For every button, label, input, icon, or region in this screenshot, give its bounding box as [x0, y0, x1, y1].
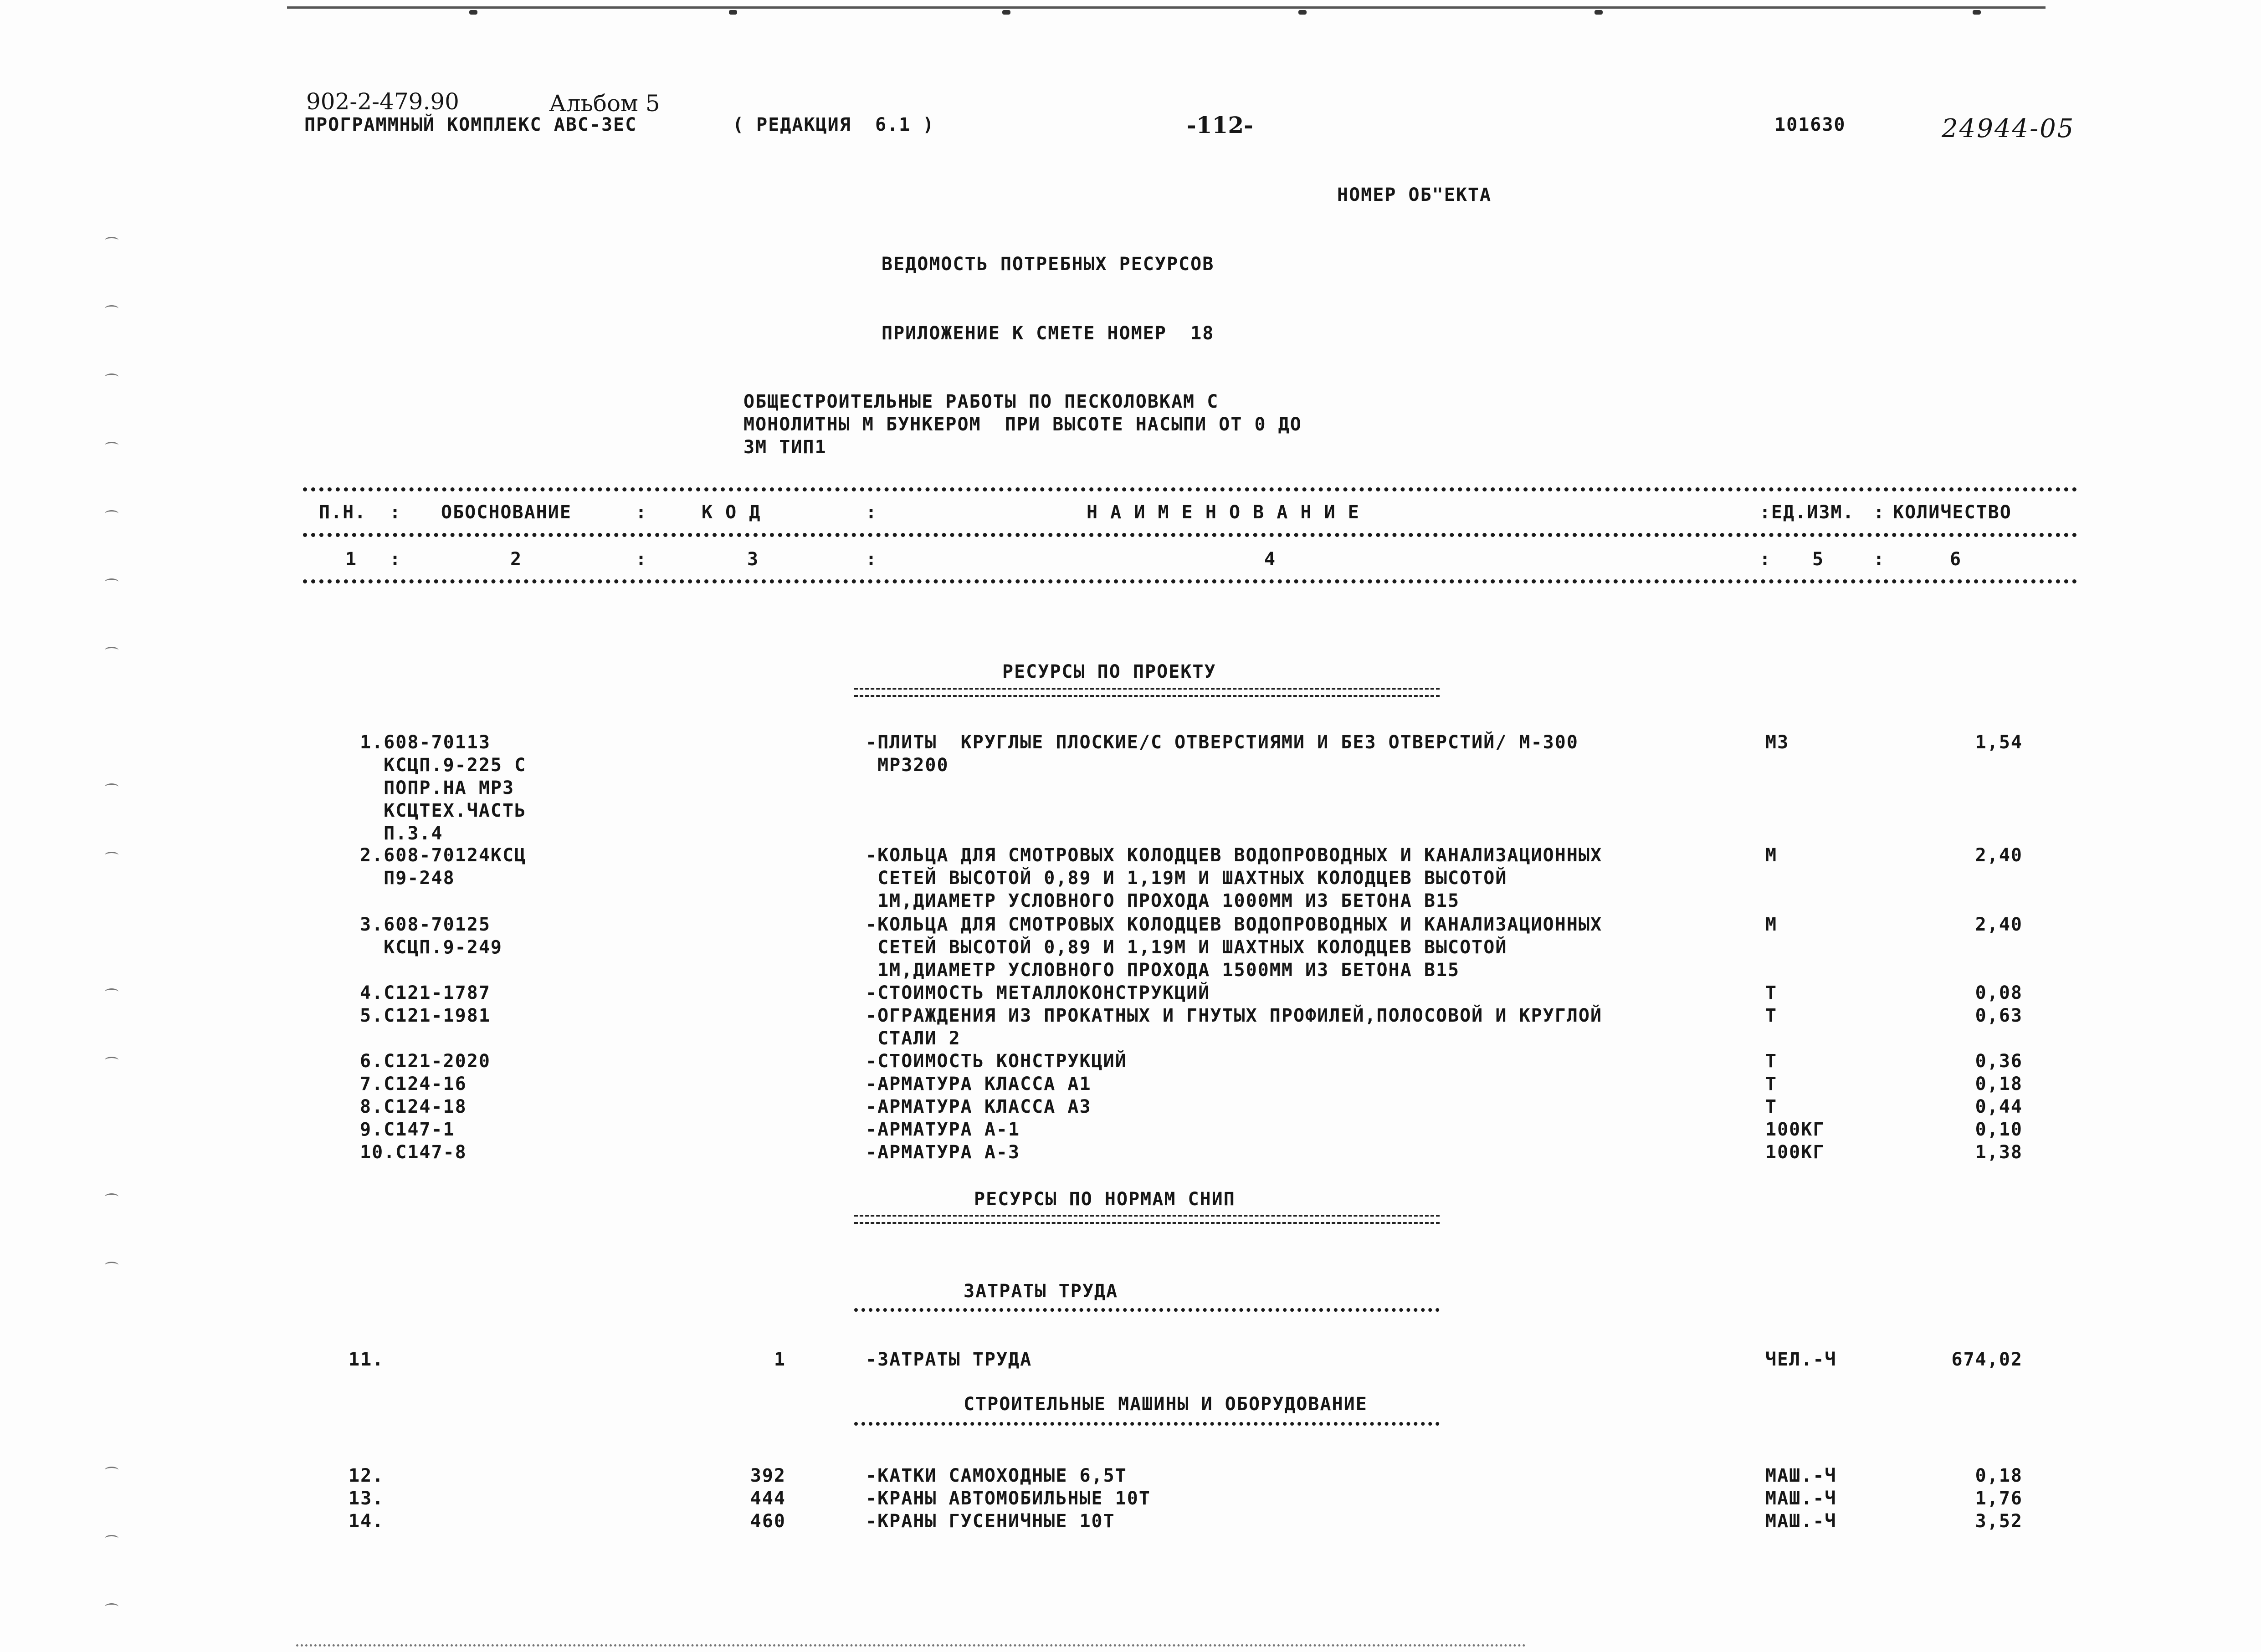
row-name: -АРМАТУРА КЛАССА А1 — [866, 1074, 1092, 1095]
col-separator: : — [636, 549, 648, 570]
object-number-label: НОМЕР ОБ"ЕКТА — [1337, 184, 1492, 205]
section-underline — [854, 1422, 1440, 1426]
row-qty: 0,18 — [1975, 1074, 2023, 1095]
row-name: -АРМАТУРА КЛАССА А3 — [866, 1096, 1092, 1117]
work-description-line: ОБЩЕСТРОИТЕЛЬНЫЕ РАБОТЫ ПО ПЕСКОЛОВКАМ С — [743, 391, 1219, 412]
row-code: 460 — [750, 1511, 786, 1532]
row-name: 1М,ДИАМЕТР УСЛОВНОГО ПРОХОДА 1500ММ ИЗ БЕТОНА В15 — [866, 960, 1460, 981]
row-name: СТАЛИ 2 — [866, 1028, 961, 1049]
binding-mark — [105, 988, 118, 995]
row-unit: Т — [1765, 1096, 1778, 1117]
row-unit: МАШ.-Ч — [1765, 1465, 1837, 1486]
row-qty: 2,40 — [1975, 914, 2023, 935]
row-name: -СТОИМОСТЬ МЕТАЛЛОКОНСТРУКЦИЙ — [866, 982, 1210, 1003]
row-name: -ПЛИТЫ КРУГЛЫЕ ПЛОСКИЕ/С ОТВЕРСТИЯМИ И БЕЗ ОТВЕРСТИЙ/ М-300 — [866, 732, 1579, 753]
doc-code: 101630 — [1774, 114, 1846, 135]
work-description-line: МОНОЛИТНЫ М БУНКЕРОМ ПРИ ВЫСОТЕ НАСЫПИ ОТ 0 ДО — [743, 414, 1302, 435]
col-number: 3 — [747, 549, 759, 570]
row-unit: Т — [1765, 1005, 1778, 1026]
work-description-line: 3М ТИП1 — [743, 437, 827, 458]
binding-mark — [105, 783, 118, 790]
col-header-unit: ЕД.ИЗМ. — [1771, 502, 1855, 523]
row-name: -КАТКИ САМОХОДНЫЕ 6,5Т — [866, 1465, 1127, 1486]
row-name: -КРАНЫ ГУСЕНИЧНЫЕ 10Т — [866, 1511, 1115, 1532]
binding-mark — [105, 852, 118, 859]
row-basis: 10.С147-8 — [360, 1142, 467, 1163]
binding-mark — [105, 1262, 118, 1268]
section-underline-double — [854, 1215, 1440, 1224]
row-qty: 674,02 — [1951, 1349, 2023, 1370]
row-pn: 12. — [349, 1465, 385, 1486]
top-tick — [1298, 10, 1307, 15]
row-name: -КРАНЫ АВТОМОБИЛЬНЫЕ 10Т — [866, 1488, 1151, 1509]
col-number: 6 — [1950, 549, 1962, 570]
row-basis: 2.608-70124КСЦ — [360, 845, 527, 866]
row-basis: 7.С124-16 — [360, 1074, 467, 1095]
row-unit: МАШ.-Ч — [1765, 1511, 1837, 1532]
row-unit: М — [1765, 914, 1778, 935]
col-separator: : — [866, 502, 878, 523]
table-header-rule — [303, 579, 2077, 583]
row-basis: П9-248 — [360, 868, 455, 889]
row-unit: Т — [1765, 1051, 1778, 1072]
binding-mark — [105, 1057, 118, 1064]
page-number: -112- — [1187, 112, 1253, 138]
row-unit: ЧЕЛ.-Ч — [1765, 1349, 1837, 1370]
estimate-reference: ПРИЛОЖЕНИЕ К СМЕТЕ НОМЕР 18 — [882, 323, 1215, 344]
row-basis: 6.С121-2020 — [360, 1051, 491, 1072]
top-tick — [729, 10, 737, 15]
row-unit: МАШ.-Ч — [1765, 1488, 1837, 1509]
row-basis: КСЦТЕХ.ЧАСТЬ — [360, 800, 527, 821]
row-qty: 1,54 — [1975, 732, 2023, 753]
row-name: МРЗ200 — [866, 755, 949, 776]
row-code: 1 — [774, 1349, 786, 1370]
col-number: 1 — [345, 549, 358, 570]
top-tick — [1002, 10, 1010, 15]
archive-number: 24944-05 — [1942, 114, 2075, 143]
top-tick — [1594, 10, 1603, 15]
binding-mark — [105, 1467, 118, 1473]
col-separator: : — [1759, 502, 1772, 523]
row-qty: 0,08 — [1975, 982, 2023, 1003]
col-separator: : — [390, 502, 402, 523]
table-header-rule — [303, 533, 2077, 537]
binding-mark — [105, 237, 118, 244]
album-label: Альбом 5 — [549, 90, 660, 117]
row-pn: 11. — [349, 1349, 385, 1370]
col-number: 4 — [1264, 549, 1277, 570]
col-header-code: К О Д — [702, 502, 761, 523]
row-basis: ПОПР.НА МРЗ — [360, 777, 515, 798]
col-separator: : — [1873, 549, 1886, 570]
row-basis: 8.С124-18 — [360, 1096, 467, 1117]
row-basis: КСЦП.9-249 — [360, 937, 502, 958]
section-title-machines: СТРОИТЕЛЬНЫЕ МАШИНЫ И ОБОРУДОВАНИЕ — [964, 1394, 1368, 1415]
program-name: ПРОГРАММНЫЙ КОМПЛЕКС АВС-3ЕС — [304, 114, 637, 135]
row-name: 1М,ДИАМЕТР УСЛОВНОГО ПРОХОДА 1000ММ ИЗ БЕТОНА В15 — [866, 890, 1460, 911]
binding-mark — [105, 1193, 118, 1200]
top-border-line — [287, 6, 2046, 9]
col-header-name: Н А И М Е Н О В А Н И Е — [1087, 502, 1360, 523]
row-unit: Т — [1765, 1074, 1778, 1095]
edition-label: ( РЕДАКЦИЯ 6.1 ) — [733, 114, 935, 135]
row-qty: 0,18 — [1975, 1465, 2023, 1486]
col-separator: : — [390, 549, 402, 570]
col-separator: : — [636, 502, 648, 523]
section-title-snip: РЕСУРСЫ ПО НОРМАМ СНИП — [974, 1189, 1236, 1210]
row-basis: КСЦП.9-225 С — [360, 755, 527, 776]
section-title-labor: ЗАТРАТЫ ТРУДА — [964, 1281, 1118, 1302]
row-qty: 2,40 — [1975, 845, 2023, 866]
col-separator: : — [1759, 549, 1772, 570]
row-unit: М — [1765, 845, 1778, 866]
row-unit: МЗ — [1765, 732, 1789, 753]
row-qty: 1,76 — [1975, 1488, 2023, 1509]
row-unit: 100КГ — [1765, 1142, 1825, 1163]
row-name: -ЗАТРАТЫ ТРУДА — [866, 1349, 1032, 1370]
row-qty: 3,52 — [1975, 1511, 2023, 1532]
binding-mark — [105, 305, 118, 312]
row-qty: 0,10 — [1975, 1119, 2023, 1140]
section-underline-double — [854, 688, 1440, 697]
row-code: 444 — [750, 1488, 786, 1509]
row-basis: 9.С147-1 — [360, 1119, 455, 1140]
binding-mark — [105, 373, 118, 380]
project-code: 902-2-479.90 — [306, 88, 459, 115]
row-name: -ОГРАЖДЕНИЯ ИЗ ПРОКАТНЫХ И ГНУТЫХ ПРОФИЛЕЙ,ПОЛОСОВОЙ И КРУГЛОЙ — [866, 1005, 1603, 1026]
row-basis: 1.608-70113 — [360, 732, 491, 753]
binding-mark — [105, 647, 118, 654]
section-underline — [854, 1308, 1440, 1312]
row-name: -КОЛЬЦА ДЛЯ СМОТРОВЫХ КОЛОДЦЕВ ВОДОПРОВОДНЫХ И КАНАЛИЗАЦИОННЫХ — [866, 845, 1603, 866]
col-separator: : — [866, 549, 878, 570]
row-unit: 100КГ — [1765, 1119, 1825, 1140]
row-name: -АРМАТУРА А-1 — [866, 1119, 1020, 1140]
row-unit: Т — [1765, 982, 1778, 1003]
row-basis: 4.С121-1787 — [360, 982, 491, 1003]
row-pn: 13. — [349, 1488, 385, 1509]
top-tick — [469, 10, 477, 15]
row-name: СЕТЕЙ ВЫСОТОЙ 0,89 И 1,19М И ШАХТНЫХ КОЛОДЦЕВ ВЫСОТОЙ — [866, 868, 1507, 889]
row-qty: 0,63 — [1975, 1005, 2023, 1026]
col-separator: : — [1873, 502, 1886, 523]
binding-mark — [105, 578, 118, 585]
binding-mark — [105, 1535, 118, 1542]
row-qty: 0,36 — [1975, 1051, 2023, 1072]
binding-mark — [105, 442, 118, 449]
row-name: -АРМАТУРА А-3 — [866, 1142, 1020, 1163]
binding-mark — [105, 510, 118, 517]
row-qty: 1,38 — [1975, 1142, 2023, 1163]
col-header-basis: ОБОСНОВАНИЕ — [441, 502, 572, 523]
col-number: 2 — [510, 549, 523, 570]
binding-mark — [105, 1603, 118, 1610]
section-title-project: РЕСУРСЫ ПО ПРОЕКТУ — [1002, 661, 1216, 682]
row-qty: 0,44 — [1975, 1096, 2023, 1117]
row-basis: 5.С121-1981 — [360, 1005, 491, 1026]
row-pn: 14. — [349, 1511, 385, 1532]
col-number: 5 — [1812, 549, 1825, 570]
table-header-rule — [303, 487, 2077, 491]
top-tick — [1973, 10, 1981, 15]
row-name: СЕТЕЙ ВЫСОТОЙ 0,89 И 1,19М И ШАХТНЫХ КОЛОДЦЕВ ВЫСОТОЙ — [866, 937, 1507, 958]
col-header-qty: КОЛИЧЕСТВО — [1893, 502, 2012, 523]
bottom-border-dots — [296, 1644, 1526, 1647]
col-header-pn: П.Н. — [319, 502, 367, 523]
row-name: -СТОИМОСТЬ КОНСТРУКЦИЙ — [866, 1051, 1127, 1072]
row-basis: 3.608-70125 — [360, 914, 491, 935]
row-code: 392 — [750, 1465, 786, 1486]
row-basis: П.3.4 — [360, 823, 443, 844]
document-title: ВЕДОМОСТЬ ПОТРЕБНЫХ РЕСУРСОВ — [882, 254, 1215, 275]
row-name: -КОЛЬЦА ДЛЯ СМОТРОВЫХ КОЛОДЦЕВ ВОДОПРОВОДНЫХ И КАНАЛИЗАЦИОННЫХ — [866, 914, 1603, 935]
